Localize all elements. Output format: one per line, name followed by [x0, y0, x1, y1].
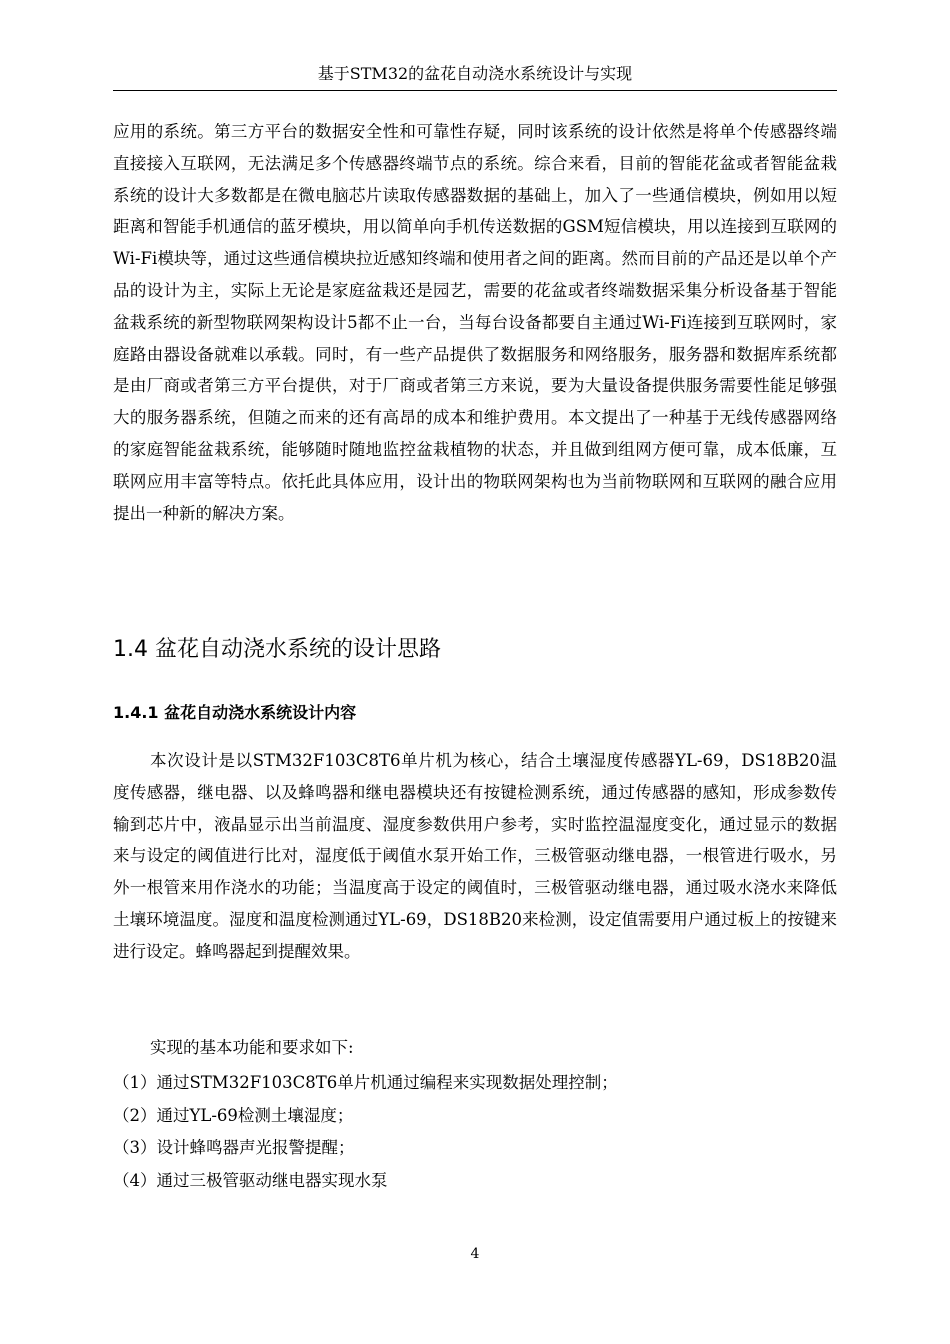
subsection-heading: 1.4.1 盆花自动浇水系统设计内容: [113, 703, 357, 722]
body-paragraph-2: 本次设计是以STM32F103C8T6单片机为核心，结合土壤湿度传感器YL-69，DS18B20温度传感器，继电器、以及蜂鸣器和继电器模块还有按键检测系统，通过传感器的感知，形成参数传输到芯片中，液晶显示出当前温度、湿度参数供用户参考，实时监控温湿度变化，通过显示的数据来与设定的阈值进行比对，湿度低于阈值水泵开始工作，三极管驱动继电器，一根管进行吸水，另外一根管来用作浇水的功能；当温度高于设定的阈值时，三极管驱动继电器，通过吸水浇水来降低土壤环境温度。湿度和温度检测通过YL-69，DS18B20来检测，设定值需要用户通过板上的按键来进行设定。蜂鸣器起到提醒效果。: [113, 751, 837, 961]
requirements-intro: 实现的基本功能和要求如下:: [150, 1038, 354, 1057]
header-divider: [113, 90, 837, 91]
list-item: （1）通过STM32F103C8T6单片机通过编程来实现数据处理控制；: [113, 1073, 618, 1092]
running-header: 基于STM32的盆花自动浇水系统设计与实现: [317, 64, 633, 83]
section-heading: 1.4 盆花自动浇水系统的设计思路: [113, 637, 441, 662]
list-item: （3）设计蜂鸣器声光报警提醒；: [113, 1138, 355, 1157]
list-item: （4）通过三极管驱动继电器实现水泵: [113, 1170, 388, 1190]
list-item: （2）通过YL-69检测土壤湿度；: [113, 1105, 354, 1125]
body-paragraph-1: 应用的系统。第三方平台的数据安全性和可靠性存疑，同时该系统的设计依然是将单个传感器终端直接接入互联网，无法满足多个传感器终端节点的系统。综合来看，目前的智能花盆或者智能盆栽系统的设计大多数都是在微电脑芯片读取传感器数据的基础上，加入了一些通信模块，例如用以短距离和智能手机通信的蓝牙模块，用以简单向手机传送数据的GSM短信模块，用以连接到互联网的Wi-Fi模块等，通过这些通信模块拉近感知终端和使用者之间的距离。然而目前的产品还是以单个产品的设计为主，实际上无论是家庭盆栽还是园艺，需要的花盆或者终端数据采集分析设备基于智能盆栽系统的新型物联网架构设计5都不止一台，当每台设备都要自主通过Wi-Fi连接到互联网时，家庭路由器设备就难以承载。同时，有一些产品提供了数据服务和网络服务，服务器和数据库系统都是由厂商或者第三方平台提供，对于厂商或者第三方来说，要为大量设备提供服务需要性能足够强大的服务器系统，但随之而来的还有高昂的成本和维护费用。本文提出了一种基于无线传感器网络的家庭智能盆栽系统，能够随时随地监控盆栽植物的状态，并且做到组网方便可靠，成本低廉，互联网应用丰富等特点。依托此具体应用，设计出的物联网架构也为当前物联网和互联网的融合应用提出一种新的解决方案。: [113, 122, 837, 523]
requirements-list: [113, 1067, 618, 1197]
page-number: 4: [470, 1246, 480, 1262]
